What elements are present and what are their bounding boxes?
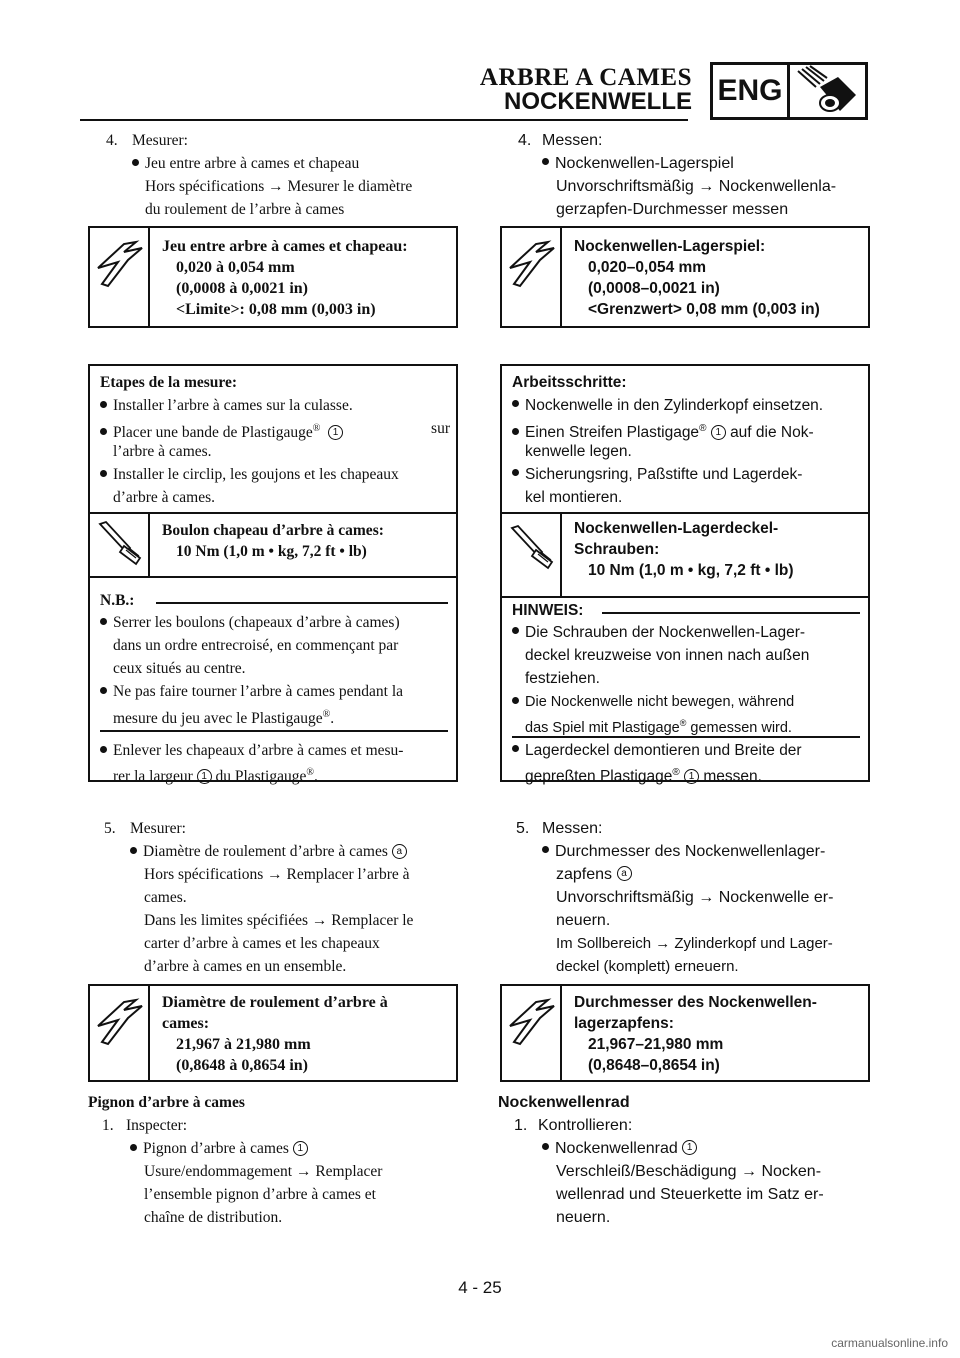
- page-number: 4 - 25: [458, 1278, 502, 1297]
- spec-value: 0,020 à 0,054 mm: [176, 259, 295, 276]
- divider: [560, 986, 562, 1080]
- divider: [148, 512, 150, 576]
- spec-box-clearance-fr: [88, 226, 458, 328]
- divider: [148, 228, 150, 326]
- step-text: neuern.: [556, 1209, 611, 1226]
- divider: [90, 512, 456, 514]
- step-text: du roulement de l’arbre à cames: [145, 201, 345, 218]
- steps-item: Placer une bande de Plastigauge® 1 sur: [100, 418, 450, 444]
- steps-title: Arbeitsschritte:: [512, 374, 627, 391]
- callout-1: 1: [293, 1141, 308, 1156]
- step-text: carter d’arbre à cames et les chapeaux: [144, 935, 380, 952]
- step-title: Inspecter:: [126, 1117, 188, 1134]
- steps-item: gepreßten Plastigage® 1 messen.: [525, 767, 762, 786]
- steps-box-fr: [88, 364, 458, 786]
- steps-item: Einen Streifen Plastigage® 1 auf die Nok-: [512, 418, 814, 444]
- step-text: Verschleiß/Beschädigung → Nocken-: [556, 1163, 822, 1180]
- spec-title: Jeu entre arbre à cames et chapeau:: [162, 238, 408, 255]
- note-label: N.B.:: [100, 592, 135, 609]
- steps-item: Installer le circlip, les goujons et les chapeaux: [100, 464, 399, 486]
- step-title: Mesurer:: [130, 820, 186, 837]
- divider: [560, 228, 562, 326]
- torque-wrench-icon: [96, 518, 146, 570]
- steps-item: Installer l’arbre à cames sur la culasse.: [100, 395, 353, 417]
- caliper-icon: [94, 238, 146, 290]
- steps-item: Lagerdeckel demontieren und Breite der: [512, 740, 802, 762]
- torque-title: Nockenwellen-Lagerdeckel-: [574, 520, 779, 537]
- lang-badge: ENG: [710, 62, 790, 120]
- divider: [90, 576, 456, 578]
- note-label: HINWEIS:: [512, 602, 584, 619]
- step-text: Im Sollbereich → Zylinderkopf und Lager-: [556, 935, 833, 952]
- torque-title: Boulon chapeau d’arbre à cames:: [162, 522, 384, 539]
- header-title-fr: ARBRE A CAMES: [479, 64, 692, 91]
- divider: [560, 512, 562, 596]
- step-title: Mesurer:: [132, 132, 188, 149]
- step-bullet: Diamètre de roulement d’arbre à cames a: [130, 841, 407, 863]
- steps-item: Nockenwelle in den Zylinderkopf einsetzen.: [512, 395, 823, 417]
- caliper-icon: [506, 238, 558, 290]
- note-rule: [512, 736, 860, 738]
- step-title: Kontrollieren:: [538, 1117, 633, 1134]
- note-item: festziehen.: [525, 670, 600, 687]
- steps-item: Sicherungsring, Paßstifte und Lagerdek-: [512, 464, 802, 486]
- spec-box-journal-fr: [88, 984, 458, 1082]
- steps-item: kel montieren.: [525, 489, 623, 506]
- step-number: 1.: [514, 1117, 528, 1134]
- spec-value: (0,0008–0,0021 in): [588, 280, 720, 297]
- step-text: Hors spécifications → Remplacer l’arbre à: [144, 866, 410, 883]
- spec-title: cames:: [162, 1015, 210, 1032]
- step-bullet: Durchmesser des Nockenwellenlager-: [542, 841, 825, 863]
- section-heading: Nockenwellenrad: [498, 1094, 630, 1111]
- step-number: 4.: [518, 132, 532, 149]
- step-text: d’arbre à cames en un ensemble.: [144, 958, 347, 975]
- spec-title: Diamètre de roulement d’arbre à: [162, 994, 388, 1011]
- torque-value: 10 Nm (1,0 m • kg, 7,2 ft • lb): [588, 562, 794, 579]
- step-bullet: Nockenwellenrad 1: [542, 1138, 697, 1160]
- step-number: 5.: [516, 820, 530, 837]
- steps-item: kenwelle legen.: [525, 443, 632, 460]
- step-text: l’ensemble pignon d’arbre à cames et: [144, 1186, 376, 1203]
- step-title: Messen:: [542, 132, 603, 149]
- callout-a: a: [617, 866, 632, 881]
- step-text: Hors spécifications → Mesurer le diamètre: [145, 178, 413, 195]
- spec-value: 21,967 à 21,980 mm: [176, 1036, 311, 1053]
- spec-title: Durchmesser des Nockenwellen-: [574, 994, 817, 1011]
- callout-1: 1: [711, 425, 726, 440]
- caliper-icon: [506, 996, 558, 1048]
- torque-value: 10 Nm (1,0 m • kg, 7,2 ft • lb): [176, 543, 367, 560]
- callout-1: 1: [684, 769, 699, 784]
- note-item: deckel kreuzweise von innen nach außen: [525, 647, 810, 664]
- steps-item: d’arbre à cames.: [113, 489, 215, 506]
- steps-item: l’arbre à cames.: [113, 443, 212, 460]
- callout-1: 1: [328, 425, 343, 440]
- callout-a: a: [392, 844, 407, 859]
- note-rule: [100, 730, 448, 732]
- header-rule: [80, 119, 688, 121]
- callout-1: 1: [682, 1140, 697, 1155]
- divider: [502, 596, 868, 598]
- caliper-icon: [94, 996, 146, 1048]
- torque-title: Schrauben:: [574, 541, 660, 558]
- callout-1: 1: [197, 769, 212, 784]
- step-text: chaîne de distribution.: [144, 1209, 283, 1226]
- step-bullet: Jeu entre arbre à cames et chapeau: [132, 153, 359, 175]
- spec-value: (0,8648 à 0,8654 in): [176, 1057, 308, 1074]
- watermark: carmanualsonline.info: [831, 1336, 948, 1350]
- note-rule: [156, 602, 448, 604]
- torque-wrench-icon: [508, 522, 558, 574]
- step-text: wellenrad und Steuerkette im Satz er-: [556, 1186, 824, 1203]
- steps-item: rer la largeur 1 du Plastigauge®.: [113, 767, 318, 786]
- steps-item: Enlever les chapeaux d’arbre à cames et mesu-: [100, 740, 403, 762]
- step-text: deckel (komplett) erneuern.: [556, 958, 739, 975]
- step-title: Messen:: [542, 820, 603, 837]
- note-item: das Spiel mit Plastigage® gemessen wird.: [525, 718, 792, 736]
- spec-title: lagerzapfens:: [574, 1015, 674, 1032]
- step-bullet: Pignon d’arbre à cames 1: [130, 1138, 308, 1160]
- step-text: neuern.: [556, 912, 611, 929]
- step-text: Usure/endommagement → Remplacer: [144, 1163, 383, 1180]
- spec-value: (0,0008 à 0,0021 in): [176, 280, 308, 297]
- step-text: Dans les limites spécifiées → Remplacer le: [144, 912, 414, 929]
- note-item: Die Schrauben der Nockenwellen-Lager-: [512, 622, 805, 644]
- note-item: Die Nockenwelle nicht bewegen, während: [512, 691, 794, 713]
- steps-box-de: [500, 364, 870, 786]
- step-text: Unvorschriftsmäßig → Nockenwelle er-: [556, 889, 834, 906]
- step-text: cames.: [144, 889, 187, 906]
- step-text: gerzapfen-Durchmesser messen: [556, 201, 789, 218]
- note-item: Serrer les boulons (chapeaux d’arbre à cames): [100, 612, 400, 634]
- step-bullet: Nockenwellen-Lagerspiel: [542, 153, 734, 175]
- bullet-icon: [132, 159, 139, 166]
- spec-title: Nockenwellen-Lagerspiel:: [574, 238, 766, 255]
- spec-value: 21,967–21,980 mm: [588, 1036, 724, 1053]
- note-item: Ne pas faire tourner l’arbre à cames pendant la: [100, 681, 403, 703]
- divider: [148, 986, 150, 1080]
- spec-value: 0,020–0,054 mm: [588, 259, 707, 276]
- step-bullet-cont: zapfens a: [556, 864, 632, 886]
- header-title-de: NOCKENWELLE: [504, 88, 692, 115]
- step-number: 5.: [104, 820, 116, 837]
- step-number: 1.: [102, 1117, 114, 1134]
- spec-box-clearance-de: [500, 226, 870, 328]
- camshaft-icon: [790, 62, 868, 120]
- spec-value: (0,8648–0,8654 in): [588, 1057, 720, 1074]
- spec-limit: <Grenzwert> 0,08 mm (0,003 in): [588, 301, 820, 318]
- steps-title: Etapes de la mesure:: [100, 374, 238, 391]
- note-item: ceux situés au centre.: [113, 660, 246, 677]
- step-number: 4.: [106, 132, 118, 149]
- spec-limit: <Limite>: 0,08 mm (0,003 in): [176, 301, 376, 318]
- step-text: Unvorschriftsmäßig → Nockenwellenla-: [556, 178, 837, 195]
- section-heading: Pignon d’arbre à cames: [88, 1094, 245, 1111]
- note-rule: [602, 612, 860, 614]
- note-item: dans un ordre entrecroisé, en commençant par: [113, 637, 399, 654]
- spec-box-journal-de: [500, 984, 870, 1082]
- note-item: mesure du jeu avec le Plastigauge®.: [113, 709, 335, 728]
- divider: [502, 512, 868, 514]
